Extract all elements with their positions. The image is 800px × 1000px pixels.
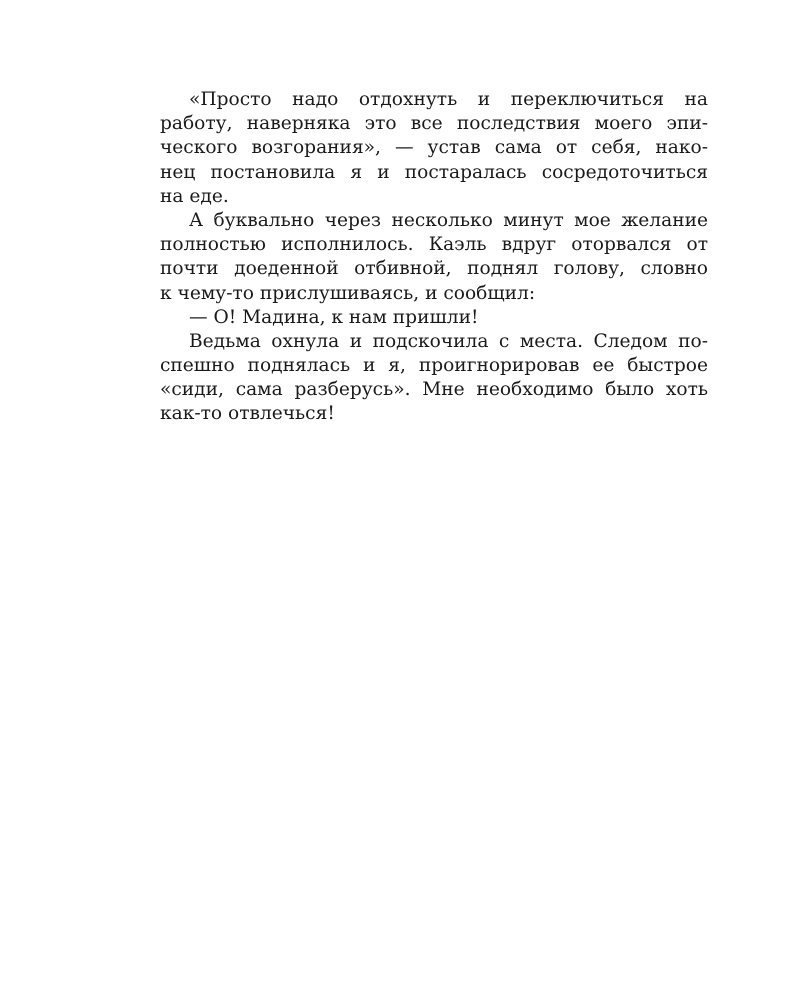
page-text [160,88,708,427]
text-line: почти доеденной отбивной, поднял голову, словно [160,258,708,280]
text-line: работу, наверняка это все последствия моего эпи- [160,113,708,135]
text-line: А буквально через несколько минут мое желание [189,209,708,231]
paragraph [160,306,708,330]
paragraph [160,88,708,209]
text-line: «Просто надо отдохнуть и переключиться на [189,89,708,110]
text-line: как-то отвлечься! [160,403,335,425]
dialogue-line: — О! Мадина, к нам пришли! [189,306,479,328]
text-line: Ведьма охнула и подскочила с места. Следом по- [189,330,708,352]
text-line: полностью исполнилось. Каэль вдруг оторвался от [160,234,708,256]
text-line: на еде. [160,185,229,207]
text-line: нец постановила я и постаралась сосредоточиться [160,161,708,183]
text-line: «сиди, сама разберусь». Мне необходимо было хоть [160,379,708,401]
text-line: ческого возгорания», — устав сама от себя, нако- [160,137,708,159]
text-line: к чему-то прислушиваясь, и сообщил: [160,282,536,304]
paragraph [160,330,708,427]
text-line: спешно поднялась и я, проигнорировав ее быстрое [160,355,708,377]
paragraph [160,209,708,306]
